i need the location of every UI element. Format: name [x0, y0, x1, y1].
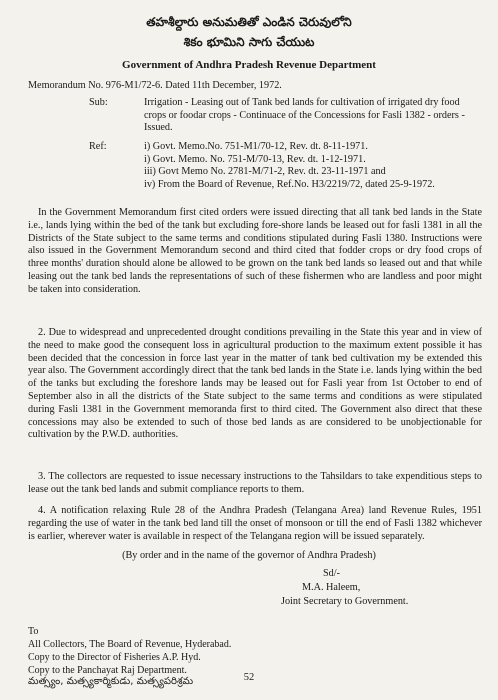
paragraph-4: 4. A notification relaxing Rule 28 of the Andhra Pradesh (Telangana Area) land Revenue Rules, 1951 regarding the use of water in the tank bed land till the onset of monsoon or till the end of Fasli 1382 whichever is earlier, wherever water is available in respect of the Telangana region will be issued separately. [28, 505, 482, 542]
reference-item: i) Govt. Memo.No. 751-M1/70-12, Rev. dt. 8-11-1971. [144, 141, 368, 152]
recipient-line: Copy to the Director of Fisheries A.P. Hyd. [28, 652, 201, 663]
reference-item: iii) Govt Memo No. 2781-M/71-2, Rev. dt. 23-11-1971 and [144, 166, 386, 177]
memorandum-line: Memorandum No. 976-M1/72-6. Dated 11th December, 1972. [28, 80, 282, 91]
telugu-title-line-2: శికం భూమిని సాగు చేయుట [183, 35, 315, 49]
recipients-to: To [28, 626, 39, 637]
reference-label: Ref: [89, 141, 107, 152]
recipient-line: Copy to the Panchayat Raj Department. [28, 665, 187, 676]
reference-item: i) Govt. Memo. No. 751-M/70-13, Rev. dt. 1-12-1971. [144, 153, 366, 165]
subject-label: Sub: [89, 97, 108, 108]
telugu-title-line-1: తహశీల్దారు అనుమతితో ఎండిన చెరువులోని [146, 15, 352, 29]
footer-telugu-caption: మత్స్యం, మత్స్యకార్మికుడు, మత్స్యపరిశ్రమ [28, 676, 194, 687]
recipients-block [28, 625, 231, 677]
reference-list [144, 141, 484, 191]
signatory-title: Joint Secretary to Government. [281, 596, 409, 607]
paragraph-3: 3. The collectors are requested to issue necessary instructions to the Tahsildars to take expenditious steps to lease out the tank bed lands and submit compliance reports to them. [28, 471, 482, 495]
recipient-line: All Collectors, The Board of Revenue, Hyderabad. [28, 639, 232, 650]
department-heading: Government of Andhra Pradesh Revenue Department [122, 59, 376, 71]
reference-item: iv) From the Board of Revenue, Ref.No. H3/2219/72, dated 25-9-1972. [144, 178, 435, 190]
signature-sd: Sd/- [323, 568, 340, 579]
paragraph-2: 2. Due to widespread and unprecedented drought conditions prevailing in the State this year and in view of the need to make good the consequent loss in agricultural production to the maximum extent possible it has been decided that the concession in force last year in the matter of tank bed cultivation my be extended this year also. The Government accordingly direct that the tank bed lands in the State i.e. lands lying within the bed of the tanks but excluding the foreshore lands may be leased out for Fasli year from 1st October to end of September also in all the districts of the State subject to the same terms and conditions as were stipulated during Fasli 1381 in the Government memoranda first to third cited. The Government also direct that these concessions may also be extended to such of those bed lands as are considered to be unobjectionable for cultivation by the P.W.D. authorities. [28, 327, 482, 441]
signatory-name: M.A. Haleem, [302, 582, 361, 593]
subject-text: Irrigation - Leasing out of Tank bed lands for cultivation of irrigated dry food crops or foodar crops - Continuace of the Concessions for Fasli 1382 - orders - Issued. [144, 97, 465, 133]
closing-line: (By order and in the name of the governor of Andhra Pradesh) [122, 550, 376, 561]
paragraph-1: In the Government Memorandum first cited orders were issued directing that all tank bed lands in the State i.e., lands lying within the bed of the tank but excluding fore-shore lands be leased out for fasli 1381 in all the Districts of the State subject to the same terms and conditions stipulated during Fasli 1380. Instructions were also issued in the Government Memorandum second and third cited that fodder crops or dry food crops of three months' duration should alone be allowed to be grown on the tank bed lands so leased out and that while leasing out the tank bed lands the representations of such of these fishermen who are landless and poor might be taken into consideration. [28, 207, 482, 295]
page-number: 52 [243, 672, 255, 683]
